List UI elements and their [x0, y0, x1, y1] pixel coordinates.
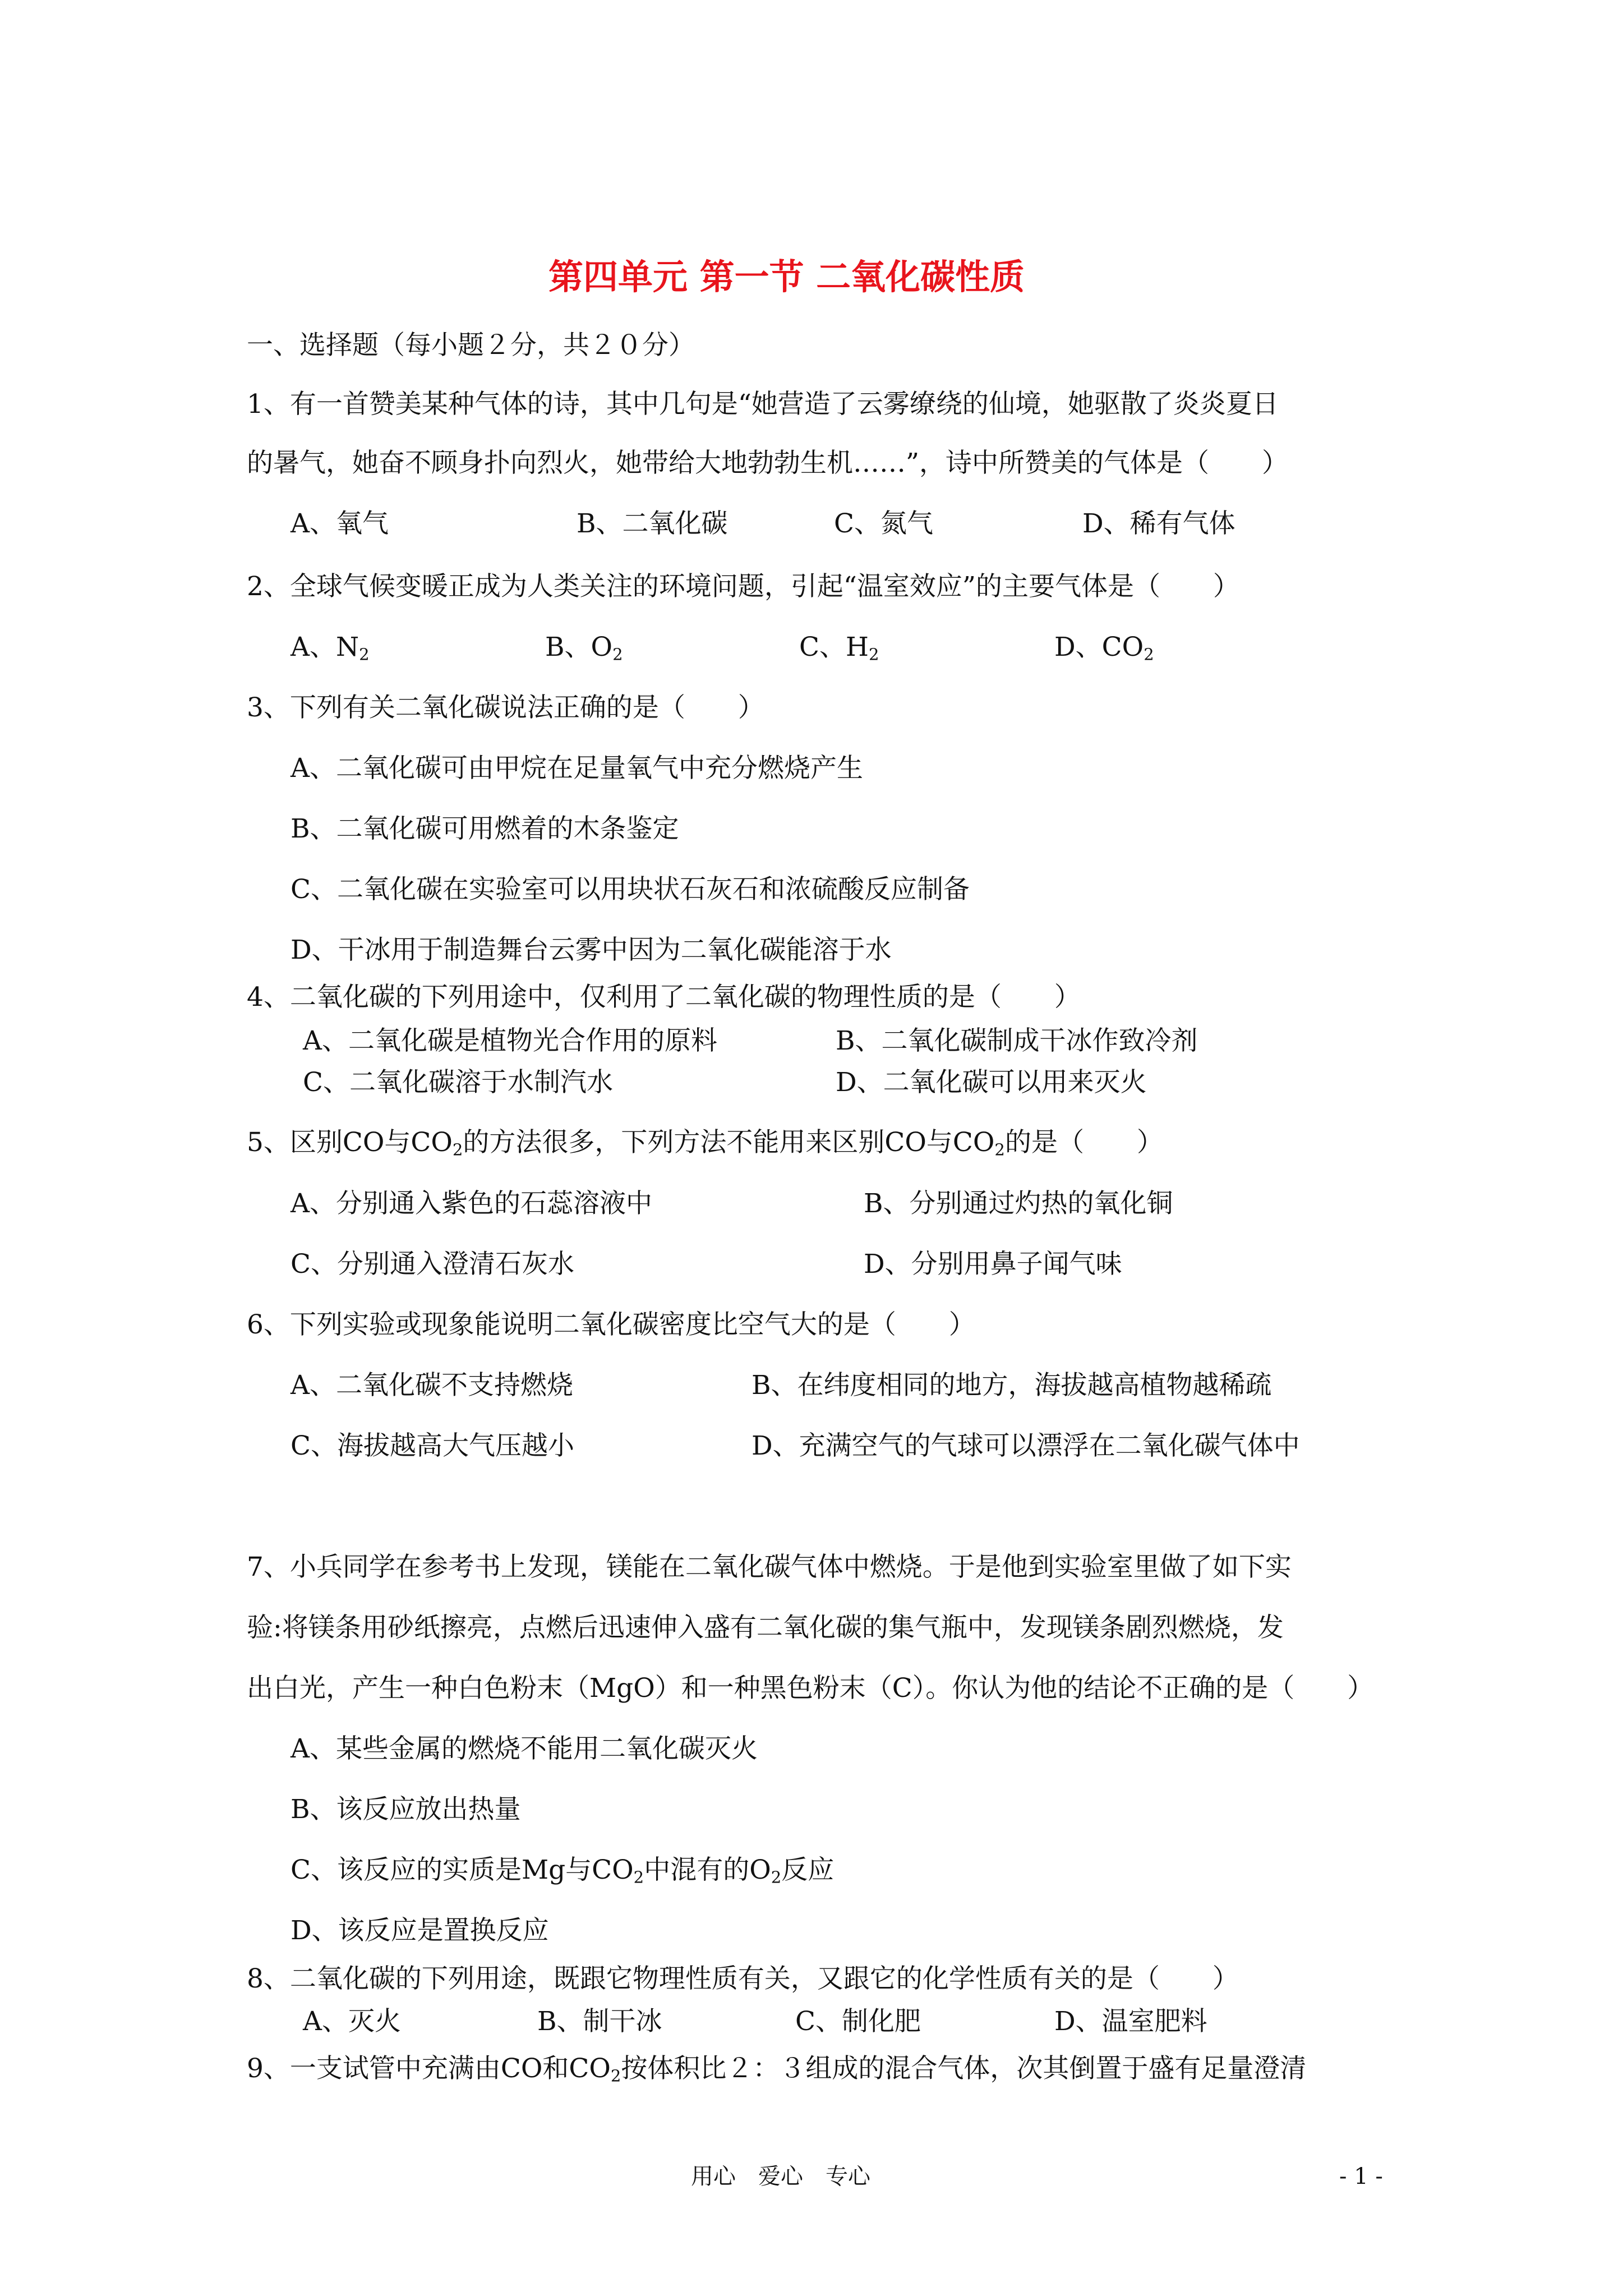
question-9-stem: 9、一支试管中充满由CO和$CO_2$按体积比２：３组成的混合气体，次其倒置于盛有足量澄清 [247, 2053, 1307, 2086]
question-3-option-c: C、二氧化碳在实验室可以用块状石灰石和浓硫酸反应制备 [291, 874, 970, 905]
question-1-option-a: A、氧气 [291, 508, 389, 539]
question-4-option-c: C、二氧化碳溶于水制汽水 [303, 1067, 613, 1098]
question-5-option-b: B、分别通过灼热的氧化铜 [864, 1188, 1173, 1219]
question-1-line-2: 的暑气，她奋不顾身扑向烈火，她带给大地勃勃生机……”，诗中所赞美的气体是（ ） [247, 448, 1289, 478]
question-8-option-d: D、温室肥料 [1054, 2006, 1207, 2037]
question-1-option-c: C、氮气 [834, 508, 933, 539]
question-6-option-d: D、充满空气的气球可以漂浮在二氧化碳气体中 [751, 1430, 1300, 1461]
section-heading: 一、选择题（每小题２分，共２０分） [247, 330, 695, 361]
question-7-option-c: C、该反应的实质是Mg与$CO_2$中混有的$O_2$反应 [291, 1855, 834, 1887]
footer-motto: 用心 爱心 专心 [691, 2164, 870, 2189]
question-3-option-a: A、二氧化碳可由甲烷在足量氧气中充分燃烧产生 [291, 753, 863, 784]
question-2-option-c: C、$H_2$ [799, 632, 879, 664]
question-4-option-d: D、二氧化碳可以用来灭火 [836, 1067, 1147, 1098]
question-3-stem: 3、下列有关二氧化碳说法正确的是（ ） [247, 692, 764, 723]
question-8-option-c: C、制化肥 [795, 2006, 921, 2037]
question-5-stem: 5、区别CO与$CO_2$的方法很多，下列方法不能用来区别CO与$CO_2$的是（ ） [247, 1127, 1163, 1159]
page-title: 第四单元 第一节 二氧化碳性质 [548, 256, 1025, 297]
question-4-stem: 4、二氧化碳的下列用途中，仅利用了二氧化碳的物理性质的是（ ） [247, 982, 1081, 1013]
question-5-option-d: D、分别用鼻子闻气味 [864, 1249, 1122, 1280]
question-2-option-d: D、$CO_2$ [1054, 632, 1154, 664]
question-7-line-2: 验:将镁条用砂纸擦亮，点燃后迅速伸入盛有二氧化碳的集气瓶中，发现镁条剧烈燃烧，发 [247, 1612, 1284, 1643]
question-6-option-b: B、在纬度相同的地方，海拔越高植物越稀疏 [751, 1370, 1272, 1401]
question-7-option-b: B、该反应放出热量 [291, 1794, 521, 1825]
question-7-option-d: D、该反应是置换反应 [291, 1915, 549, 1946]
question-2-option-a: A、$N_2$ [291, 632, 370, 664]
question-1-option-d: D、稀有气体 [1082, 508, 1235, 539]
question-7-line-3: 出白光，产生一种白色粉末（MgO）和一种黑色粉末（C）。你认为他的结论不正确的是（ ） [247, 1673, 1374, 1704]
question-8-option-a: A、灭火 [303, 2006, 401, 2037]
question-2-option-b: B、$O_2$ [545, 632, 623, 664]
question-2-stem: 2、全球气候变暖正成为人类关注的环境问题，引起“温室效应”的主要气体是（ ） [247, 571, 1239, 602]
question-4-option-a: A、二氧化碳是植物光合作用的原料 [303, 1025, 717, 1056]
question-8-option-b: B、制干冰 [537, 2006, 662, 2037]
question-7-option-a: A、某些金属的燃烧不能用二氧化碳灭火 [291, 1733, 758, 1764]
question-6-stem: 6、下列实验或现象能说明二氧化碳密度比空气大的是（ ） [247, 1309, 975, 1340]
question-3-option-b: B、二氧化碳可用燃着的木条鉴定 [291, 813, 679, 844]
question-1-line-1: 1、有一首赞美某种气体的诗，其中几句是“她营造了云雾缭绕的仙境，她驱散了炎炎夏日 [247, 389, 1279, 420]
question-8-stem: 8、二氧化碳的下列用途，既跟它物理性质有关，又跟它的化学性质有关的是（ ） [247, 1963, 1239, 1994]
question-1-option-b: B、二氧化碳 [577, 508, 728, 539]
question-7-line-1: 7、小兵同学在参考书上发现，镁能在二氧化碳气体中燃烧。于是他到实验室里做了如下实 [247, 1552, 1292, 1582]
question-5-option-a: A、分别通入紫色的石蕊溶液中 [291, 1188, 652, 1219]
question-3-option-d: D、干冰用于制造舞台云雾中因为二氧化碳能溶于水 [291, 935, 892, 965]
question-6-option-a: A、二氧化碳不支持燃烧 [291, 1370, 573, 1401]
question-4-option-b: B、二氧化碳制成干冰作致冷剂 [836, 1025, 1198, 1056]
question-6-option-c: C、海拔越高大气压越小 [291, 1430, 574, 1461]
page-number: - 1 - [1339, 2164, 1383, 2189]
question-5-option-c: C、分别通入澄清石灰水 [291, 1249, 574, 1280]
